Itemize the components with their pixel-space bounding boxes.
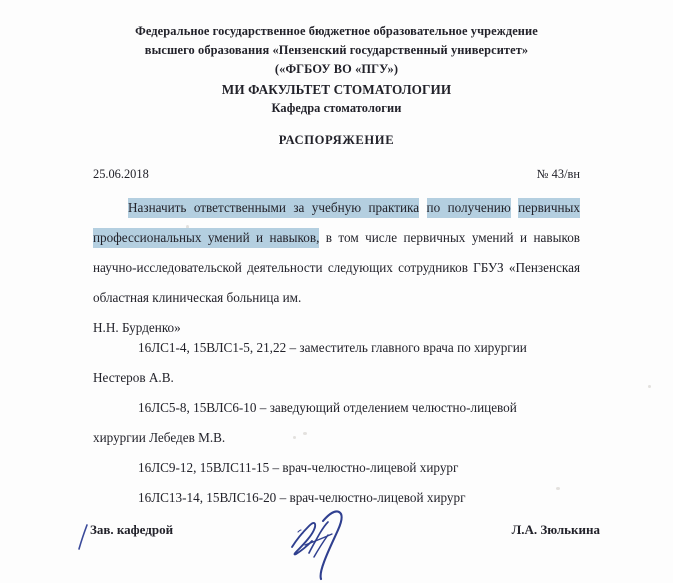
assignment-codes: 16ЛС5-8, 15ВЛС6-10 – — [138, 400, 267, 415]
body-text-remainder-3: сотрудников ГБУЗ «Пензенская областная клиническая больница им. — [93, 260, 581, 305]
assignment-codes: 16ЛС9-12, 15ВЛС11-15 – — [138, 460, 280, 475]
document-date: 25.06.2018 — [93, 167, 149, 181]
letterhead-line-1: Федеральное государственное бюджетное образовательное учреждение — [135, 24, 538, 38]
body-text-remainder-2: умений и навыков научно-исследовательской деятельности следующих — [93, 230, 581, 275]
assignment-person: хирургии Лебедев М.В. — [93, 430, 226, 445]
signature-role: Зав. кафедрой — [90, 522, 174, 537]
handwritten-signature — [283, 505, 357, 583]
highlighted-text-segment-1: Назначить ответственными за учебную практика — [128, 198, 419, 218]
signature-name: Л.А. Зюлькина — [511, 522, 600, 537]
assignment-codes: 16ЛС1-4, 15ВЛС1-5, 21,22 – — [138, 340, 297, 355]
assignment-codes: 16ЛС13-14, 15ВЛС16-20 – — [138, 490, 287, 505]
assignment-position: врач-челюстно-лицевой хирург — [282, 460, 459, 475]
assignment-item — [93, 333, 580, 393]
letterhead-line-3: («ФГБОУ ВО «ПГУ») — [274, 62, 399, 76]
letterhead — [0, 22, 673, 118]
assignment-position: заведующий отделением челюстно-лицевой — [269, 400, 517, 415]
document-body — [93, 193, 580, 343]
body-paragraph — [93, 193, 580, 313]
document-title: РАСПОРЯЖЕНИЕ — [278, 133, 395, 147]
assignment-item — [93, 393, 580, 453]
highlighted-text-segment-2: по получению — [427, 198, 511, 218]
body-paragraph-last-line: Н.Н. Бурденко» — [93, 320, 181, 335]
assignment-position: заместитель главного врача по хирургии — [299, 340, 527, 355]
document-number: № 43/вн — [536, 167, 580, 181]
letterhead-faculty: МИ ФАКУЛЬТЕТ СТОМАТОЛОГИИ — [221, 82, 452, 97]
document-meta — [93, 167, 580, 182]
assignment-position: врач-челюстно-лицевой хирург — [289, 490, 466, 505]
letterhead-department: Кафедра стоматологии — [271, 101, 402, 115]
letterhead-line-2: высшего образования «Пензенский государственный университет» — [144, 43, 529, 57]
scan-speck — [648, 385, 651, 388]
highlighted-text-segment-3: первичных профессиональных умений и навыков, — [93, 198, 580, 248]
assignment-person: Нестеров А.В. — [93, 370, 174, 385]
assignment-item — [93, 453, 580, 483]
assignment-list — [93, 333, 580, 513]
body-text-remainder-1: в том числе первичных — [325, 230, 466, 245]
